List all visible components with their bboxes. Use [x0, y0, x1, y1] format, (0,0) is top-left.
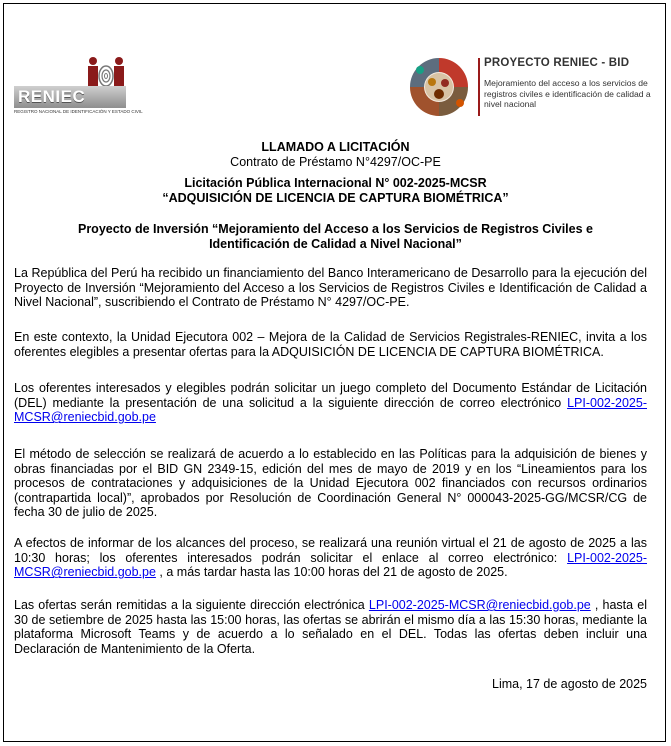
- reniec-subtitle: REGISTRO NACIONAL DE IDENTIFICACIÓN Y ESTADO CIVIL: [14, 109, 143, 114]
- bid-project-logo: [408, 54, 658, 124]
- paragraph-submission-details: , hasta el 30 de setiembre de 2025 hasta las 15:00 horas, las ofertas se abrirán el mismo día a las 15:30 horas, mediante la plataforma Microsoft Teams y de acuerdo a lo señalado en el DEL. Todas las ofertas deben incluir una Declaración de Mantenimiento de la Oferta.: [14, 598, 647, 656]
- paragraph-virtual-meeting: [14, 536, 647, 580]
- tender-number: Licitación Pública Internacional N° 002-2025-MCSR: [184, 176, 487, 190]
- email-link[interactable]: LPI-002-2025-MCSR@reniecbid.gob.pe: [368, 598, 591, 612]
- email-link[interactable]: LPI-002-2025-MCSR@reniecbid.gob.pe: [14, 395, 647, 425]
- reniec-logo: [14, 56, 143, 120]
- loan-contract: Contrato de Préstamo N°4297/OC-PE: [230, 155, 441, 169]
- paragraph-meeting-text: A efectos de informar de los alcances del proceso, se realizará una reunión virtual el 21 de agosto de 2025 a las 10:30 horas; los oferentes interesados podrán solicitar el enlace al correo electrónico:: [14, 536, 647, 565]
- document-page: [3, 3, 666, 742]
- paragraph-submission: [14, 598, 647, 656]
- paragraph-documents: [14, 381, 647, 425]
- paragraph-selection-method: El método de selección se realizará de acuerdo a lo establecido en las Políticas para la adquisición de bienes y obras financiadas por el BID GN 2349-15, edición del mes de mayo de 2019 y en los “Lineamientos para los procesos de contrataciones y adquisiciones de la Unidad Ejecutora 002 financiados con recursos ordinarios (contrapartida local)”, aprobados por Resolución de Coordinación General N° 000043-2025-GG/MCSR/CG de fecha 30 de julio de 2025.: [14, 447, 647, 520]
- email-link[interactable]: LPI-002-2025-MCSR@reniecbid.gob.pe: [14, 550, 647, 580]
- reniec-figures-icon: [86, 56, 126, 90]
- paragraph-invitation: En este contexto, la Unidad Ejecutora 002 – Mejora de la Calidad de Servicios Registrales-RENIEC, invita a los oferentes elegibles a presentar ofertas para la ADQUISICIÓN DE LICENCIA DE CAPTURA BIOMÉTRICA.: [14, 330, 647, 359]
- reniec-wordmark: RENIEC: [14, 86, 126, 108]
- globe-emblem-icon: [408, 56, 470, 118]
- bid-logo-title: PROYECTO RENIEC - BID: [484, 57, 630, 69]
- paragraph-financing: La República del Perú ha recibido un financiamiento del Banco Interamericano de Desarrollo para la ejecución del Proyecto de Inversión “Mejoramiento del Acceso a los Servicios de Registros Civiles e Identificación de Calidad a Nivel Nacional”, suscribiendo el Contrato de Préstamo N° 4297/OC-PE.: [14, 266, 647, 310]
- bid-logo-description: Mejoramiento del acceso a los servicios de registros civiles e identificación de calidad a nivel nacional: [484, 78, 651, 109]
- paragraph-submission-text: Las ofertas serán remitidas a la siguiente dirección electrónica: [14, 598, 365, 612]
- paragraph-documents-text: Los oferentes interesados y elegibles podrán solicitar un juego completo del Documento Estándar de Licitación (DEL) mediante la presentación de una solicitud a la siguiente dirección de correo electrónico: [14, 381, 647, 410]
- project-title-line1: Proyecto de Inversión “Mejoramiento del Acceso a los Servicios de Registros Civiles e: [77, 222, 593, 236]
- tender-subject: “ADQUISICIÓN DE LICENCIA DE CAPTURA BIOMÉTRICA”: [162, 191, 509, 205]
- project-title-line2: Identificación de Calidad a Nivel Nacional”: [209, 237, 462, 251]
- call-title: LLAMADO A LICITACIÓN: [261, 140, 410, 154]
- logo-divider: [478, 58, 480, 116]
- paragraph-meeting-deadline: , a más tardar hasta las 10:00 horas del 21 de agosto de 2025.: [159, 565, 508, 580]
- place-and-date: Lima, 17 de agosto de 2025: [492, 677, 647, 691]
